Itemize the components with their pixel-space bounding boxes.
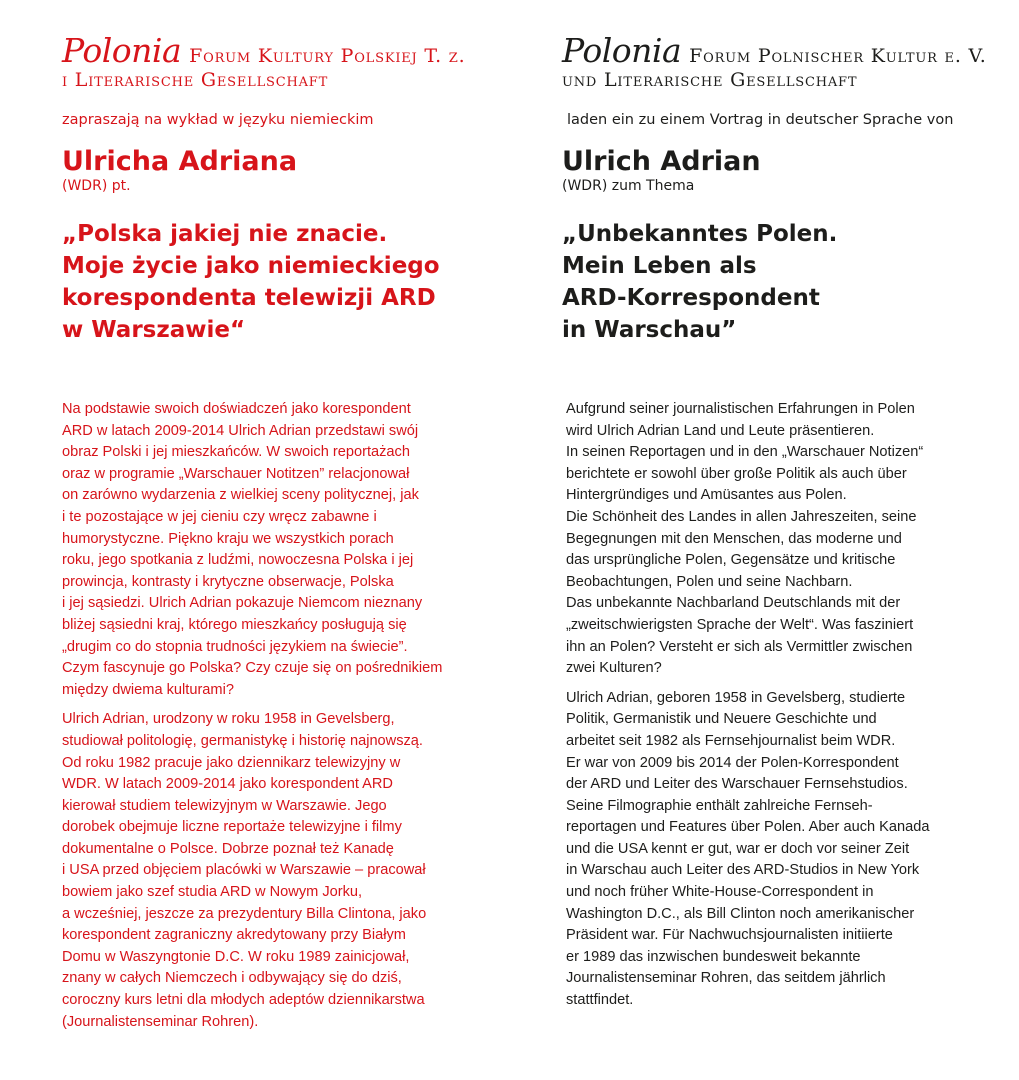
text-line: Na podstawie swoich doświadczeń jako korespondent <box>62 401 411 417</box>
text-line: studiował politologię, germanistykę i historię najnowszą. <box>62 732 423 749</box>
text-line: Ulrich Adrian, geboren 1958 in Gevelsberg, studierte <box>566 689 906 706</box>
text-line: Aufgrund seiner journalistischen Erfahrungen in Polen <box>566 401 915 417</box>
speaker-affiliation: (WDR) zum Thema <box>562 178 695 194</box>
talk-title <box>62 218 440 346</box>
text-line: oraz w programie „Warschauer Notitzen” relacjonował <box>62 465 410 482</box>
polonia-logo: Polonia <box>62 31 182 70</box>
text-line: das ursprüngliche Polen, Gegensätze und kritische <box>566 552 896 569</box>
description-paragraph <box>566 399 996 680</box>
text-line: obraz Polski i jej mieszkańców. W swoich reportażach <box>62 444 410 461</box>
talk-title <box>562 218 837 346</box>
text-line: a wcześniej, jeszcze za prezydentury Billa Clintona, jako <box>62 905 427 922</box>
text-line: Seine Filmographie enthält zahlreiche Fernseh- <box>566 797 873 814</box>
talk-title-line: ARD-Korrespondent <box>562 285 820 311</box>
text-line: między dwiema kulturami? <box>62 681 234 698</box>
speaker-affiliation: (WDR) pt. <box>62 178 131 194</box>
talk-title-line: „Polska jakiej nie znacie. <box>62 221 388 247</box>
text-line: Politik, Germanistik und Neuere Geschichte und <box>566 711 877 728</box>
text-line: stattfindet. <box>566 992 634 1009</box>
organizer-co-host: und Literarische Gesellschaft <box>562 69 858 91</box>
text-line: Czym fascynuje go Polska? Czy czuje się on pośrednikiem <box>62 660 443 677</box>
description <box>62 399 492 1033</box>
organizer-heading <box>62 31 522 91</box>
text-line: In seinen Reportagen und in den „Warschauer Notizen“ <box>566 444 924 461</box>
biography-paragraph <box>62 709 492 1033</box>
text-line: er 1989 das inzwischen bundesweit bekannte <box>566 948 861 965</box>
text-line: arbeitet seit 1982 als Fernsehjournalist beim WDR. <box>566 732 896 749</box>
text-line: in Warschau auch Leiter des ARD-Studios in New York <box>566 862 920 879</box>
text-line: (Journalistenseminar Rohren). <box>62 1013 259 1030</box>
description <box>566 399 996 1012</box>
text-line: korespondent zagraniczny akredytowany przy Białym <box>62 927 406 944</box>
text-line: Beobachtungen, Polen und seine Nachbarn. <box>566 573 853 590</box>
text-line: zwei Kulturen? <box>566 660 662 677</box>
talk-title-line: in Warschau” <box>562 317 737 343</box>
text-line: on zarówno wydarzenia z wielkiej sceny politycznej, jak <box>62 487 419 504</box>
talk-title-line: „Unbekanntes Polen. <box>562 221 838 247</box>
text-line: dorobek obejmuje liczne reportaże telewizyjne i filmy <box>62 819 402 836</box>
text-line: und noch früher White-House-Correspondent in <box>566 884 874 901</box>
text-line: i USA przed objęciem placówki w Warszawie – pracował <box>62 862 426 879</box>
text-line: wird Ulrich Adrian Land und Leute präsentieren. <box>566 422 875 439</box>
text-line: Präsident war. Für Nachwuchsjournalisten initiierte <box>566 927 893 944</box>
talk-title-line: korespondenta telewizji ARD <box>62 285 436 311</box>
text-line: Washington D.C., als Bill Clinton noch amerikanischer <box>566 905 915 922</box>
text-line: dokumentalne o Polsce. Dobrze poznał też Kanadę <box>62 840 394 857</box>
text-line: i jej sąsiedzi. Ulrich Adrian pokazuje Niemcom nieznany <box>62 595 423 612</box>
text-line: „drugim co do stopnia trudności językiem na świecie”. <box>62 638 408 655</box>
speaker-name: Ulrich Adrian <box>562 146 761 177</box>
text-line: und die USA kennt er gut, war er doch vor seiner Zeit <box>566 840 910 857</box>
text-line: Ulrich Adrian, urodzony w roku 1958 in Gevelsberg, <box>62 711 395 728</box>
text-line: Die Schönheit des Landes in allen Jahreszeiten, seine <box>566 508 917 525</box>
text-line: znany w całych Niemczech i odbywający się do dziś, <box>62 970 402 987</box>
text-line: der ARD und Leiter des Warschauer Fernsehstudios. <box>566 776 908 793</box>
text-line: bliżej sąsiedni kraj, którego mieszkańcy posługują się <box>62 616 407 633</box>
text-line: prowincja, kontrasty i krytyczne obserwacje, Polska <box>62 573 394 590</box>
text-line: „zweitschwierigsten Sprache der Welt“. Was fasziniert <box>566 616 914 633</box>
text-line: Od roku 1982 pracuje jako dziennikarz telewizyjny w <box>62 754 401 771</box>
speaker-name: Ulricha Adriana <box>62 146 298 177</box>
text-line: kierował studiem telewizyjnym w Warszawie. Jego <box>62 797 387 814</box>
text-line: Das unbekannte Nachbarland Deutschlands mit der <box>566 595 901 612</box>
text-line: Begegnungen mit den Menschen, das moderne und <box>566 530 902 547</box>
invitation-line: zapraszają na wykład w języku niemieckim <box>62 112 374 128</box>
text-line: reportagen und Features über Polen. Aber auch Kanada <box>566 819 930 836</box>
polonia-logo: Polonia <box>562 31 682 70</box>
talk-title-line: w Warszawie“ <box>62 317 246 343</box>
description-paragraph <box>62 399 492 701</box>
text-line: ihn an Polen? Versteht er sich als Vermittler zwischen <box>566 638 913 655</box>
talk-title-line: Moje życie jako niemieckiego <box>62 253 440 279</box>
organizer-co-host: i Literarische Gesellschaft <box>62 69 329 91</box>
text-line: Journalistenseminar Rohren, das seitdem jährlich <box>566 970 886 987</box>
organizer-name: Forum Polnischer Kultur e. V. <box>689 45 987 67</box>
text-line: bowiem jako szef studia ARD w Nowym Jorku, <box>62 884 363 901</box>
organizer-heading <box>562 31 1019 91</box>
text-line: roku, jego spotkania z ludźmi, nowoczesna Polska i jej <box>62 552 414 569</box>
text-line: Er war von 2009 bis 2014 der Polen-Korrespondent <box>566 754 899 771</box>
text-line: WDR. W latach 2009-2014 jako korespondent ARD <box>62 776 393 793</box>
text-line: coroczny kurs letni dla młodych adeptów dziennikarstwa <box>62 992 425 1009</box>
biography-paragraph <box>566 688 996 1012</box>
text-line: Domu w Waszyngtonie D.C. W roku 1989 zainicjował, <box>62 948 410 965</box>
text-line: berichtete er sowohl über große Politik als auch über <box>566 465 907 482</box>
invitation-line: laden ein zu einem Vortrag in deutscher Sprache von <box>567 112 954 128</box>
text-line: humorystyczne. Piękno kraju we wszystkich porach <box>62 530 394 547</box>
organizer-name: Forum Kultury Polskiej T. z. <box>189 45 466 67</box>
talk-title-line: Mein Leben als <box>562 253 757 279</box>
text-line: ARD w latach 2009-2014 Ulrich Adrian przedstawi swój <box>62 422 419 439</box>
text-line: Hintergründiges und Amüsantes aus Polen. <box>566 487 847 504</box>
text-line: i te pozostające w jej cieniu czy wręcz zabawne i <box>62 508 377 525</box>
